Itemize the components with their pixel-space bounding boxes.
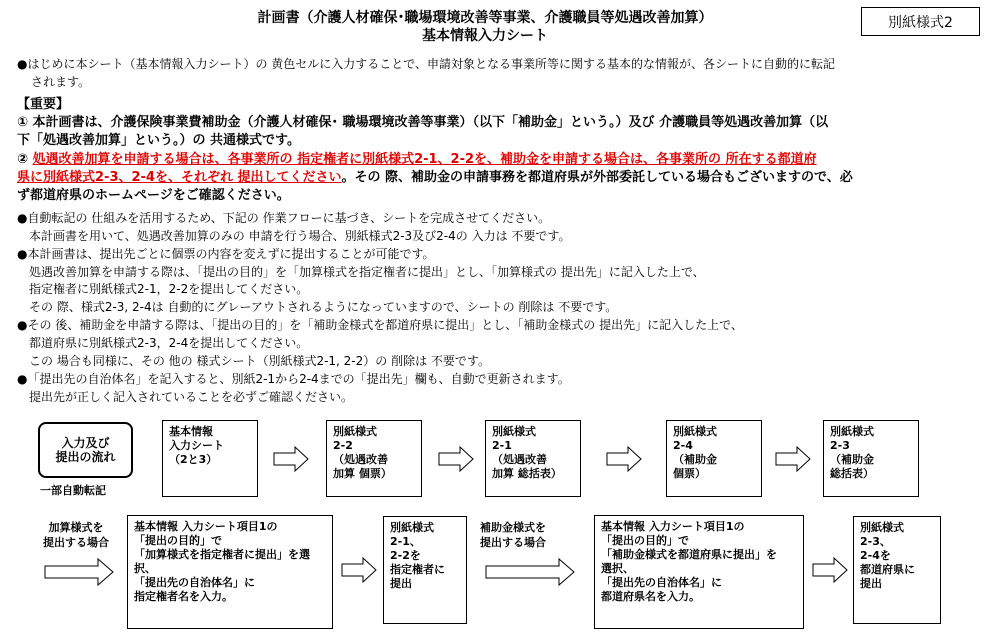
right-arrow-icon xyxy=(485,557,575,587)
note-line: ●自動転記の 仕組みを活用するため、下記の 作業フローに基づき、シートを完成させてください。 xyxy=(17,211,551,225)
form-number-badge: 別紙様式2 xyxy=(861,7,980,36)
important-p1-line1: ① 本計画書は、介護保険事業費補助金（介護人材確保･ 職場環境改善等事業）（以下「補助金」という。）及び 介護職員等処遇改善加算（以 xyxy=(17,115,829,130)
hojo-result-box: 別紙様式 2-3、 2-4を 都道府県に 提出 xyxy=(853,516,941,624)
intro-line-2: されます。 xyxy=(31,75,91,89)
note-line: ●本計画書は、提出先ごとに個票の内容を変えずに提出することが可能です。 xyxy=(17,247,435,261)
important-p2-line1 xyxy=(17,151,817,169)
flow-form-2-4: 別紙様式 2-4 （補助金 個票） xyxy=(666,420,762,497)
important-p2-line2 xyxy=(17,169,853,187)
note-line: 提出先が正しく記入されていることを必ずご確認ください。 xyxy=(17,390,354,404)
note-line: 処遇改善加算を申請する際は、「提出の目的」を「加算様式を指定権者に提出」とし、「加算様式の 提出先」に記入した上で、 xyxy=(17,265,705,279)
flow-form-2-3: 別紙様式 2-3 （補助金 総括表） xyxy=(823,420,919,497)
page-subtitle: 基本情報入力シート xyxy=(422,28,548,44)
kasan-submit-label: 加算様式を 提出する場合 xyxy=(43,521,109,549)
kasan-instruction-box: 基本情報 入力シート項目1の 「提出の目的」で 「加算様式を指定権者に提出」を選 択、 「提出先の自治体名」に 指定権者名を入力。 xyxy=(127,515,333,629)
flow-start-box: 入力及び 提出の流れ xyxy=(38,422,133,478)
note-line: 指定権者に別紙様式2-1，2-2を提出してください。 xyxy=(17,282,309,296)
important-heading: 【重要】 xyxy=(17,97,70,112)
right-arrow-icon xyxy=(273,446,309,472)
flow-basic-info-sheet: 基本情報 入力シート （2と3） xyxy=(162,420,258,497)
flow-form-2-1: 別紙様式 2-1 （処遇改善 加算 総括表） xyxy=(485,420,581,497)
note-line: ●「提出先の自治体名」を記入すると、別紙2-1から2-4までの「提出先」欄も、自動で更新されます。 xyxy=(17,372,570,386)
note-line: 本計画書を用いて、処遇改善加算のみの 申請を行う場合、別紙様式2-3及び2-4の 入力は 不要です。 xyxy=(17,229,571,243)
right-arrow-icon xyxy=(606,446,642,472)
important-p2-red2: 県に別紙様式2-3、2-4を、それぞれ 提出してください xyxy=(17,170,342,185)
important-p2-red1: 処遇改善加算を申請する場合は、各事業所の 指定権者に別紙様式2-1、2-2を、補助金を申請する場合は、各事業所の 所在する都道府 xyxy=(32,152,817,167)
page-title: 計画書（介護人材確保･職場環境改善等事業、介護職員等処遇改善加算） xyxy=(257,10,713,26)
right-arrow-icon xyxy=(341,557,377,583)
important-p2-prefix: ② xyxy=(17,152,33,167)
important-p2-line3: ず都道府県のホームページをご確認ください。 xyxy=(17,188,290,203)
right-arrow-icon xyxy=(775,446,811,472)
kasan-result-box: 別紙様式 2-1、 2-2を 指定権者に 提出 xyxy=(383,516,467,624)
auto-transfer-note: 一部自動転記 xyxy=(40,484,106,497)
right-arrow-icon xyxy=(44,557,114,587)
flow-form-2-2: 別紙様式 2-2 （処遇改善 加算 個票） xyxy=(326,420,422,497)
note-line: この 場合も同様に、その 他の 様式シート（別紙様式2-1, 2-2）の 削除は 不要です。 xyxy=(17,354,490,368)
important-p1-line2: 下「処遇改善加算」という。）の 共通様式です。 xyxy=(17,133,300,148)
intro-line-1: ●はじめに本シート（基本情報入力シート）の 黄色セルに入力することで、申請対象となる事業所等に関する基本的な情報が、各シートに自動的に転記 xyxy=(17,57,836,71)
important-p2-black2: 。その 際、補助金の申請事務を都道府県が外部委託している場合もございますので、必 xyxy=(341,170,853,185)
right-arrow-icon xyxy=(812,557,848,583)
note-line: 都道府県に別紙様式2-3，2-4を提出してください。 xyxy=(17,336,309,350)
note-line: ●その 後、補助金を申請する際は、「提出の目的」を「補助金様式を都道府県に提出」とし、「補助金様式の 提出先」に記入した上で、 xyxy=(17,318,743,332)
right-arrow-icon xyxy=(438,446,474,472)
hojo-instruction-box: 基本情報 入力シート項目1の 「提出の目的」で 「補助金様式を都道府県に提出」を 選択、 「提出先の自治体名」に 都道府県名を入力。 xyxy=(594,515,804,629)
note-line: その 際、様式2-3, 2-4は 自動的にグレーアウトされるようになっていますので、シートの 削除は 不要です。 xyxy=(17,300,618,314)
hojo-submit-label: 補助金様式を 提出する場合 xyxy=(480,521,546,549)
